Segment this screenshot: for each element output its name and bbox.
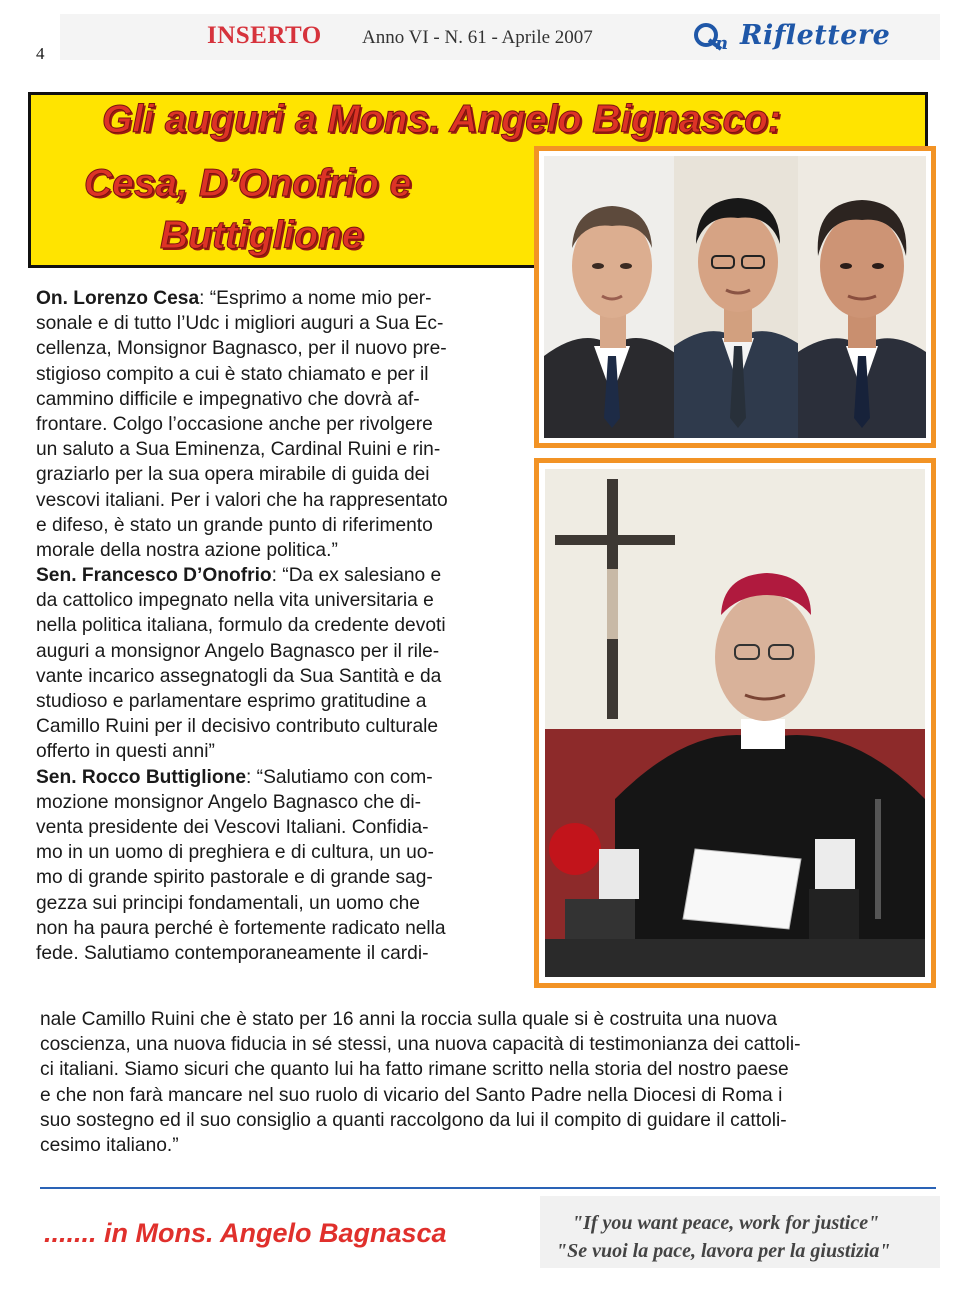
article-line (36, 513, 524, 538)
article-line (36, 538, 524, 563)
article-line-text: stigioso compito a cui è stato chiamato e per il (36, 363, 429, 385)
article-line (36, 412, 524, 437)
three-portraits-image (544, 156, 926, 438)
article-line-text: auguri a monsignor Angelo Bagnasco per il rile- (36, 640, 440, 662)
article-line-text: fede. Salutiamo contemporaneamente il cardi- (36, 942, 429, 964)
page-number: 4 (36, 44, 45, 63)
politicians-photo (534, 146, 936, 448)
article-line: nale Camillo Ruini che è stato per 16 anni la roccia sulla quale si è costruita una nuova (40, 1009, 778, 1030)
article-line-text: mo di grande spirito pastorale e di grande sag- (36, 867, 433, 889)
article-line-text: offerto in questi anni” (36, 741, 215, 763)
article-line (36, 488, 524, 513)
article-line (36, 891, 524, 916)
article-line (36, 941, 524, 966)
logo-text: Riflettere (740, 20, 891, 51)
article-line (36, 790, 524, 815)
issue-info: Anno VI - N. 61 - Aprile 2007 (362, 27, 593, 48)
article-line-text: vescovi italiani. Per i valori che ha rappresentato (36, 489, 448, 511)
article-line-text: : “Esprimo a nome mio per- (199, 288, 432, 309)
article-line (36, 462, 524, 487)
article-line (36, 865, 524, 890)
section-label: INSERTO (207, 22, 322, 49)
headline-line-1: Gli auguri a Mons. Angelo Bignasco: (102, 98, 781, 141)
article-line (36, 739, 524, 764)
article-line-text: sonale e di tutto l’Udc i migliori auguri a Sua Ec- (36, 313, 444, 335)
article-line (36, 336, 524, 361)
article-line-text: gezza sui principi fondamentali, un uomo che (36, 892, 420, 914)
article-line-text: mozione monsignor Angelo Bagnasco che di- (36, 791, 422, 813)
article-line-text: venta presidente dei Vescovi Italiani. Confidia- (36, 816, 429, 838)
portrait-cesa (544, 156, 679, 438)
article-line: cesimo italiano.” (40, 1134, 179, 1156)
article-line-text: graziarlo per la sua opera mirabile di guida dei (36, 464, 430, 486)
article-line: suo sostegno ed il suo consiglio a quanti raccolgono da lui il compito di guidare il cattoli- (40, 1109, 787, 1131)
article-line-text: cellenza, Monsignor Bagnasco, per il nuovo pre- (36, 338, 447, 360)
headline-line-3: Buttiglione (160, 214, 364, 257)
quote-english: "If you want peace, work for justice" (572, 1212, 880, 1234)
article-line: e che non farà mancare nel suo ruolo di vicario del Santo Padre nella Diocesi di Roma i (40, 1084, 783, 1106)
bishop-podium-image (545, 469, 925, 977)
article-line: coscienza, una nuova fiducia in sé stessi, una nuova capacità di testimonianza dei cattoli- (40, 1034, 801, 1056)
portrait-buttiglione (798, 156, 926, 438)
bagnasco-photo (534, 458, 936, 988)
article-line-text: da cattolico impegnato nella vita universitaria e (36, 590, 434, 612)
article-line-text: nella politica italiana, formulo da credente devoti (36, 615, 446, 637)
article-line-text: non ha paura perché è fortemente radicato nella (36, 917, 446, 939)
article-line (36, 765, 524, 790)
article-line-text: vante incarico assegnatogli da Sua Santità e da (36, 665, 442, 687)
article-column (36, 286, 524, 966)
article-continuation (40, 1007, 935, 1158)
article-line-text: un saluto a Sua Eminenza, Cardinal Ruini e rin- (36, 439, 441, 461)
article-line (36, 437, 524, 462)
article-line-text: : “Da ex salesiano e (271, 565, 442, 587)
article-line (36, 815, 524, 840)
quote-italian: "Se vuoi la pace, lavora per la giustizia" (556, 1240, 891, 1262)
article-line (36, 714, 524, 739)
article-line (36, 639, 524, 664)
article-line (36, 588, 524, 613)
portrait-donofrio (674, 156, 802, 438)
article-line (36, 613, 524, 638)
article-line (36, 689, 524, 714)
article-line (36, 840, 524, 865)
article-line (36, 664, 524, 689)
speaker-name: On. Lorenzo Cesa (36, 288, 200, 309)
article-line (36, 286, 524, 311)
article-line-text: e difeso, è stato un grande punto di riferimento (36, 514, 433, 536)
article-line-text: : “Salutiamo con com- (246, 766, 433, 788)
article-line-text: cammino difficile e impegnativo che dovrà af- (36, 388, 420, 410)
article-line: ci italiani. Siamo sicuri che quanto lui ha fatto rimane scritto nella storia del nostro paese (40, 1059, 789, 1081)
article-line-text: studioso e parlamentare esprimo gratitudine a (36, 691, 427, 712)
article-line-text: mo in un uomo di preghiera e di cultura, un uo- (36, 842, 434, 864)
article-line (36, 387, 524, 412)
footer-tagline: ....... in Mons. Angelo Bagnasca (44, 1218, 447, 1248)
article-line-text: Camillo Ruini per il decisivo contributo culturale (36, 716, 439, 738)
speaker-name: Sen. Francesco D’Onofrio (36, 565, 272, 587)
article-line (36, 362, 524, 387)
article-line (36, 916, 524, 941)
article-line-text: morale della nostra azione politica.” (36, 539, 338, 561)
svg-text:n: n (715, 33, 729, 54)
article-line-text: frontare. Colgo l’occasione anche per rivolgere (36, 413, 433, 435)
footer-divider (40, 1187, 936, 1189)
speaker-name: Sen. Rocco Buttiglione (36, 766, 247, 788)
article-line (36, 563, 524, 588)
article-line (36, 311, 524, 336)
headline-line-2: Cesa, D’Onofrio e (84, 162, 412, 205)
